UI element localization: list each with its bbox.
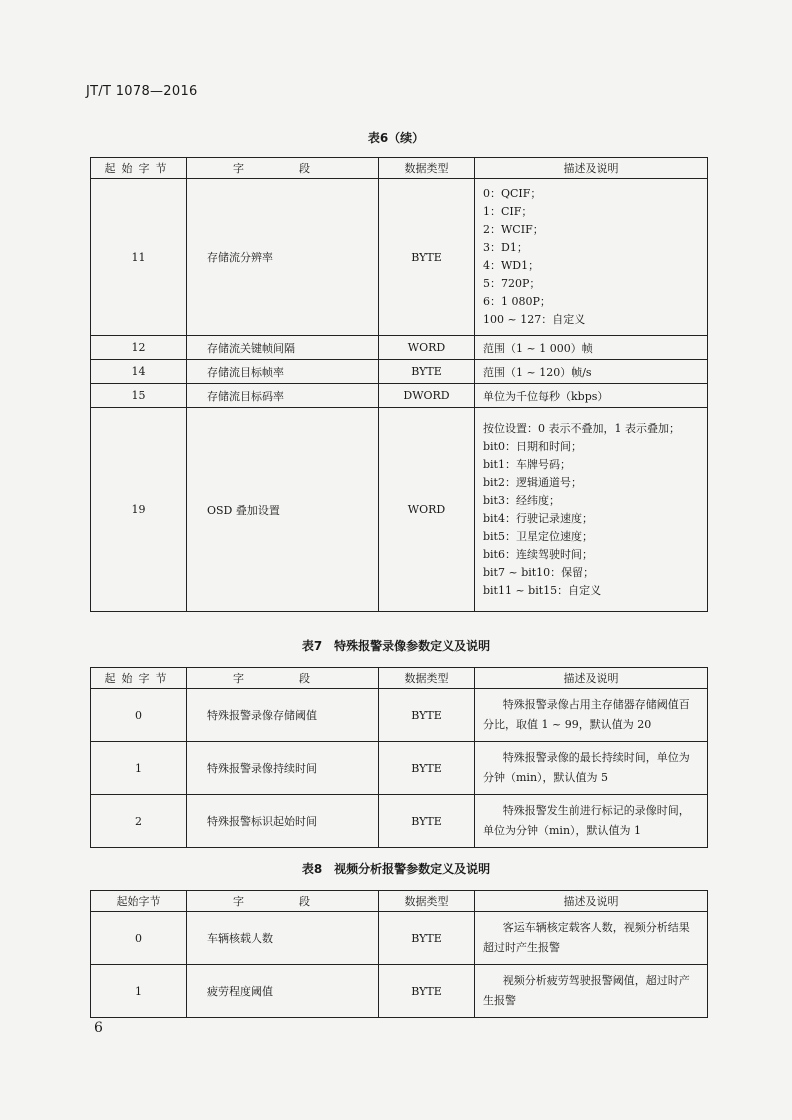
table-row xyxy=(91,384,708,408)
desc-line: bit3：经纬度； xyxy=(483,493,560,507)
header-type: 数据类型 xyxy=(379,158,475,179)
desc-line: bit5：卫星定位速度； xyxy=(483,529,593,543)
cell-desc: 范围（1 ~ 120）帧/s xyxy=(475,360,708,384)
cell-offset: 0 xyxy=(91,912,187,965)
table-header-row xyxy=(91,891,708,912)
desc-line: 6：1 080P； xyxy=(483,295,551,308)
table8-caption: 表8 视频分析报警参数定义及说明 xyxy=(301,862,491,876)
cell-desc: 视频分析疲劳驾驶报警阈值，超过时产生报警 xyxy=(475,965,708,1018)
cell-desc xyxy=(475,408,708,612)
desc-line: bit6：连续驾驶时间； xyxy=(483,547,593,561)
cell-field: 疲劳程度阈值 xyxy=(187,965,379,1018)
cell-desc: 特殊报警录像占用主存储器存储阈值百分比，取值 1 ~ 99，默认值为 20 xyxy=(475,689,708,742)
cell-type: BYTE xyxy=(379,360,475,384)
desc-line: bit2：逻辑通道号； xyxy=(483,475,582,489)
cell-field: 存储流关键帧间隔 xyxy=(187,336,379,360)
cell-offset: 19 xyxy=(91,408,187,612)
table-row xyxy=(91,965,708,1018)
cell-type: WORD xyxy=(379,336,475,360)
table-row xyxy=(91,795,708,848)
header-type: 数据类型 xyxy=(379,891,475,912)
cell-field: 车辆核载人数 xyxy=(187,912,379,965)
desc-line: bit1：车牌号码； xyxy=(483,457,571,471)
cell-type: BYTE xyxy=(379,965,475,1018)
cell-type: BYTE xyxy=(379,742,475,795)
table-header-row xyxy=(91,668,708,689)
cell-field: 特殊报警标识起始时间 xyxy=(187,795,379,848)
header-field: 字 段 xyxy=(187,158,379,179)
table-row xyxy=(91,689,708,742)
table-row xyxy=(91,408,708,612)
standard-code: JT/T 1078—2016 xyxy=(86,84,198,99)
table8 xyxy=(90,890,708,1018)
table-row xyxy=(91,912,708,965)
cell-type: BYTE xyxy=(379,689,475,742)
table-header-row xyxy=(91,158,708,179)
desc-line: 2：WCIF； xyxy=(483,223,544,236)
cell-desc: 特殊报警录像的最长持续时间，单位为分钟（min），默认值为 5 xyxy=(475,742,708,795)
cell-type: BYTE xyxy=(379,795,475,848)
table-row xyxy=(91,360,708,384)
header-offset: 起始字节 xyxy=(91,158,187,179)
table7 xyxy=(90,667,708,848)
cell-type: BYTE xyxy=(379,912,475,965)
header-desc: 描述及说明 xyxy=(475,668,708,689)
table6 xyxy=(90,157,708,612)
cell-type: BYTE xyxy=(379,179,475,336)
cell-desc: 范围（1 ~ 1 000）帧 xyxy=(475,336,708,360)
header-desc: 描述及说明 xyxy=(475,158,708,179)
header-field: 字 段 xyxy=(187,668,379,689)
header-offset: 起始字节 xyxy=(91,668,187,689)
desc-line: bit11 ~ bit15：自定义 xyxy=(483,583,602,597)
desc-line: 按位设置：0 表示不叠加，1 表示叠加； xyxy=(483,421,680,435)
table7-caption: 表7 特殊报警录像参数定义及说明 xyxy=(301,639,491,653)
cell-field: 特殊报警录像持续时间 xyxy=(187,742,379,795)
cell-desc: 单位为千位每秒（kbps） xyxy=(475,384,708,408)
cell-field: OSD 叠加设置 xyxy=(187,408,379,612)
header-offset: 起始字节 xyxy=(91,891,187,912)
cell-desc: 客运车辆核定载客人数，视频分析结果超过时产生报警 xyxy=(475,912,708,965)
cell-offset: 0 xyxy=(91,689,187,742)
table-row xyxy=(91,179,708,336)
desc-line: 100 ~ 127：自定义 xyxy=(483,313,586,326)
cell-desc xyxy=(475,179,708,336)
page-number: 6 xyxy=(94,1020,103,1036)
cell-offset: 12 xyxy=(91,336,187,360)
desc-line: bit0：日期和时间； xyxy=(483,439,582,453)
cell-desc: 特殊报警发生前进行标记的录像时间，单位为分钟（min），默认值为 1 xyxy=(475,795,708,848)
table-row xyxy=(91,336,708,360)
table6-caption: 表6（续） xyxy=(367,131,425,145)
cell-offset: 2 xyxy=(91,795,187,848)
cell-field: 存储流目标码率 xyxy=(187,384,379,408)
cell-type: DWORD xyxy=(379,384,475,408)
desc-line: 0：QCIF； xyxy=(483,187,542,200)
desc-line: bit7 ~ bit10：保留； xyxy=(483,565,595,579)
desc-line: bit4：行驶记录速度； xyxy=(483,511,593,525)
header-type: 数据类型 xyxy=(379,668,475,689)
table-row xyxy=(91,742,708,795)
cell-type: WORD xyxy=(379,408,475,612)
header-desc: 描述及说明 xyxy=(475,891,708,912)
cell-offset: 14 xyxy=(91,360,187,384)
cell-offset: 11 xyxy=(91,179,187,336)
desc-line: 1：CIF； xyxy=(483,205,533,218)
cell-offset: 1 xyxy=(91,742,187,795)
cell-offset: 15 xyxy=(91,384,187,408)
header-field: 字 段 xyxy=(187,891,379,912)
desc-line: 3：D1； xyxy=(483,241,528,254)
cell-field: 存储流目标帧率 xyxy=(187,360,379,384)
cell-offset: 1 xyxy=(91,965,187,1018)
cell-field: 存储流分辨率 xyxy=(187,179,379,336)
cell-field: 特殊报警录像存储阈值 xyxy=(187,689,379,742)
desc-line: 5：720P； xyxy=(483,277,541,290)
desc-line: 4：WD1； xyxy=(483,259,540,272)
